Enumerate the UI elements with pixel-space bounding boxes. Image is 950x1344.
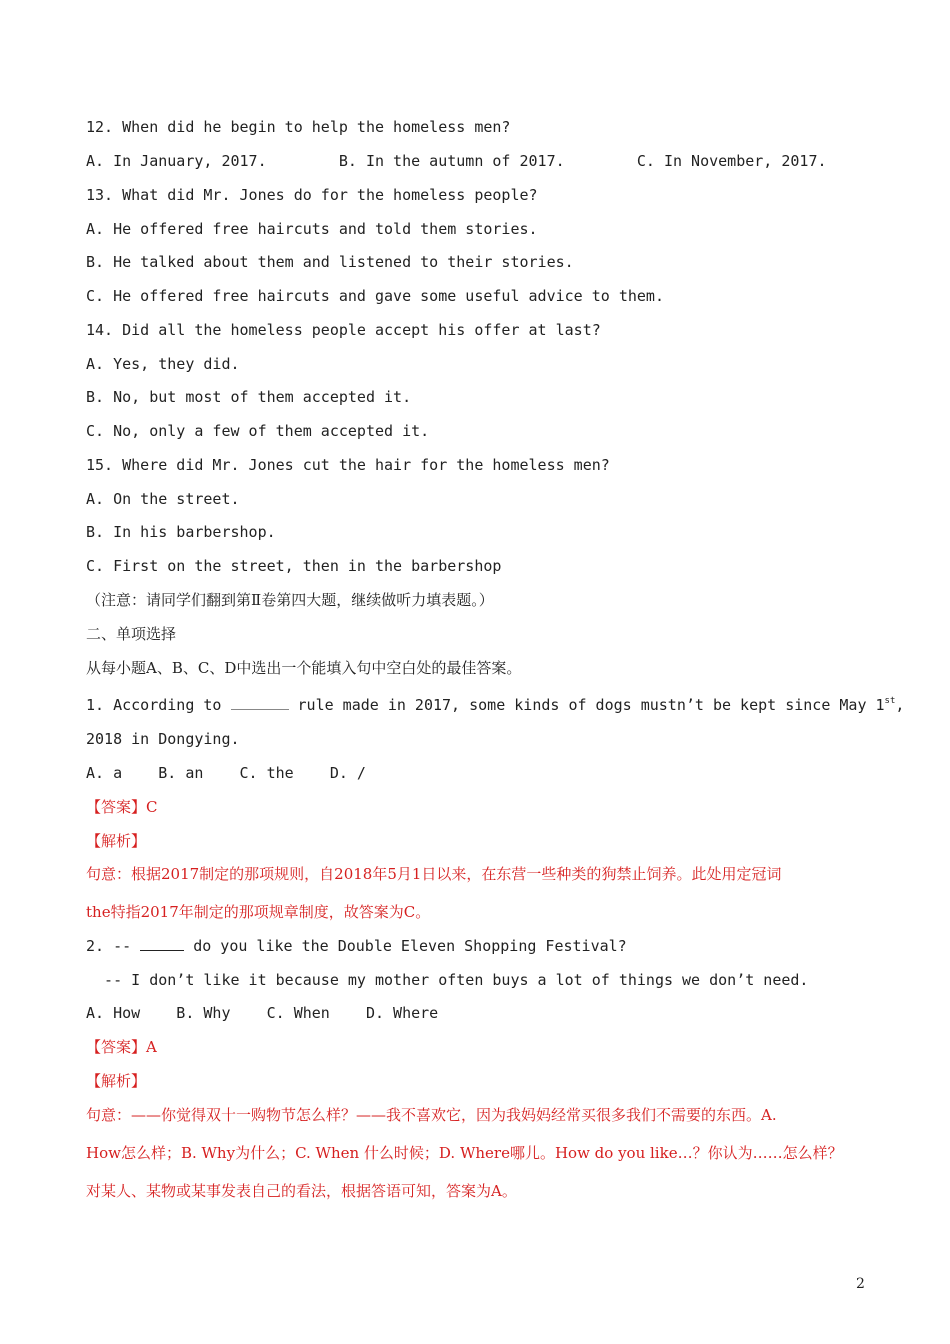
s2-reply: -- I don’t like it because my mother often buys a lot of things we don’t need. [86,971,809,989]
s2-stem [86,936,627,956]
note: （注意：请同学们翻到第Ⅱ卷第四大题，继续做听力填表题。） [86,591,494,609]
s1-analysis-1: 句意：根据2017制定的那项规则，自2018年5月1日以来，在东营一些种类的狗禁止饲养。此处用定冠词 [86,865,782,883]
q14-option-c: C. No, only a few of them accepted it. [86,422,430,440]
s2-analysis-label: 【解析】 [86,1072,147,1090]
s1-stem-line2: 2018 in Dongying. [86,730,240,748]
q13-option-a: A. He offered free haircuts and told them stories. [86,220,538,238]
q14-option-a: A. Yes, they did. [86,355,240,373]
s2-analysis-2: How怎么样；B. Why为什么；C. When 什么时候；D. Where哪儿。How do you like…？你认为……怎么样？ [86,1144,843,1162]
q13-option-c: C. He offered free haircuts and gave some useful advice to them. [86,287,664,305]
s1-answer: 【答案】C [86,798,158,816]
q15-option-a: A. On the street. [86,490,240,508]
s1-blank [231,695,289,710]
s1-stem-post: rule made in 2017, some kinds of dogs mustn’t be kept since May 1 [288,696,885,714]
q13-stem: 13. What did Mr. Jones do for the homeless people? [86,186,538,204]
s2-analysis-1: 句意：——你觉得双十一购物节怎么样？——我不喜欢它，因为我妈妈经常买很多我们不需要的东西。A. [86,1106,777,1124]
q15-option-c: C. First on the street, then in the barbershop [86,557,502,575]
s2-analysis-3: 对某人、某物或某事发表自己的看法，根据答语可知，答案为A。 [86,1182,517,1200]
q15-option-b: B. In his barbershop. [86,523,276,541]
s2-answer: 【答案】A [86,1038,157,1056]
q12-options: A. In January, 2017. B. In the autumn of 2017. C. In November, 2017. [86,152,827,170]
page-number: 2 [856,1276,865,1292]
section-title: 二、单项选择 [86,625,177,643]
s2-stem-post: do you like the Double Eleven Shopping Festival? [184,937,627,955]
q14-option-b: B. No, but most of them accepted it. [86,388,412,406]
s1-stem-pre: 1. According to [86,696,231,714]
s2-stem-pre: 2. -- [86,937,141,955]
s1-options: A. a B. an C. the D. / [86,764,366,782]
q15-stem: 15. Where did Mr. Jones cut the hair for the homeless men? [86,456,610,474]
q13-option-b: B. He talked about them and listened to their stories. [86,253,574,271]
s2-blank [140,936,184,951]
s1-analysis-label: 【解析】 [86,832,147,850]
s1-analysis-2: the特指2017年制定的那项规章制度，故答案为C。 [86,903,431,921]
s1-sup: st [884,696,896,706]
instruction: 从每小题A、B、C、D中选出一个能填入句中空白处的最佳答案。 [86,659,522,677]
s1-stem-end: , [895,696,905,714]
q12-stem: 12. When did he begin to help the homeless men? [86,118,511,136]
q14-stem: 14. Did all the homeless people accept his offer at last? [86,321,601,339]
s2-options: A. How B. Why C. When D. Where [86,1004,439,1022]
s1-stem [86,691,904,715]
